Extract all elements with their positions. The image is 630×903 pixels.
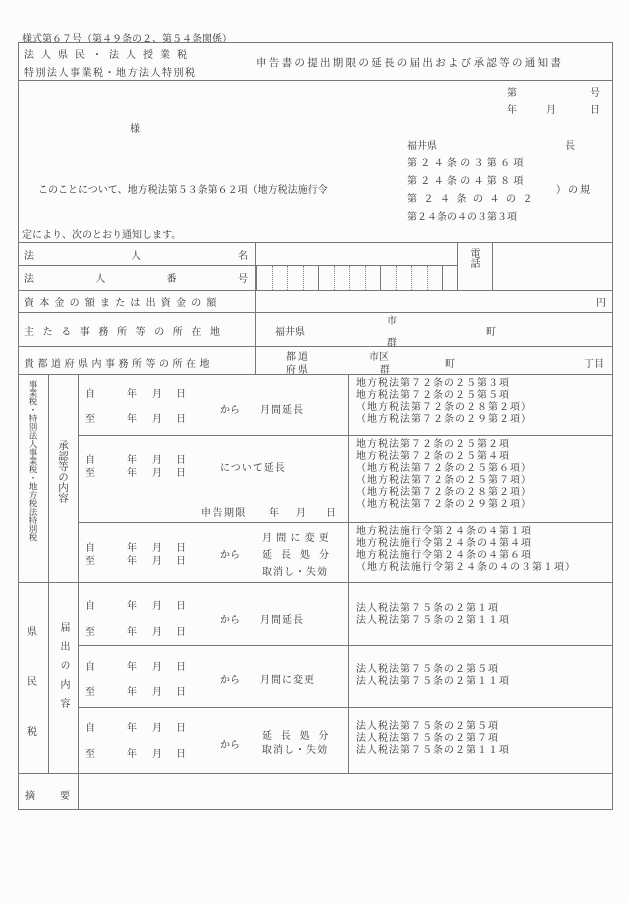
- corp-number-digit-box[interactable]: [272, 266, 273, 290]
- kenmin-r3-kara: から: [220, 740, 240, 751]
- notice-body-tail: ）の規: [556, 185, 592, 196]
- to-label: 至: [85, 687, 95, 698]
- summary-input[interactable]: [79, 774, 611, 808]
- law-reference: 地方税法施行令第２４条の４第４項: [356, 538, 532, 549]
- from-label: 自: [85, 601, 95, 612]
- form-number: 様式第６７号（第４９条の２、第５４条関係）: [22, 34, 232, 45]
- notice-month: 月: [546, 105, 556, 116]
- year-label: 年: [127, 543, 137, 554]
- jigyo-r1-action: 月間延長: [260, 405, 304, 416]
- year-label: 年: [127, 601, 137, 612]
- main-office-label: 主たる事務所等の所在地: [24, 327, 229, 338]
- capital-label: 資本金の額または出資金の額: [24, 298, 222, 309]
- year-label: 年: [127, 723, 137, 734]
- tax-type-line1: 法人県民・法人授業税: [24, 50, 194, 61]
- law-reference: 地方税法施行令第２４条の４第６項: [356, 550, 532, 561]
- month-label: 月: [152, 389, 162, 400]
- form-title: 申告書の提出期限の延長の届出および承認等の通知書: [256, 57, 564, 69]
- kenmin-r1-kara: から: [220, 615, 240, 626]
- pref-office-gun: 群: [380, 365, 390, 376]
- day-label: 日: [176, 749, 186, 760]
- jigyo-r3-kara: から: [220, 550, 240, 561]
- month-label: 月: [152, 556, 162, 567]
- to-label: 至: [85, 556, 95, 567]
- corp-name-label: 法 人 名: [24, 251, 248, 262]
- law-reference: 法人税法第７５条の２第５項: [356, 721, 499, 732]
- jigyo-r2-action: について延長: [220, 463, 286, 474]
- phone-label: 電話: [468, 248, 479, 268]
- main-office-machi: 町: [486, 327, 496, 338]
- law-reference: （地方税法施行令第２４条の４の３第１項）: [356, 562, 576, 573]
- pref-office-label: 貴都道府県内事務所等の所在地: [24, 359, 213, 370]
- jigyo-sub-label: 承認等の内容: [57, 440, 69, 503]
- day-label: 日: [176, 601, 186, 612]
- year-label: 年: [127, 414, 137, 425]
- year-label: 年: [127, 389, 137, 400]
- month-label: 月: [152, 749, 162, 760]
- summary-label-2: 要: [60, 791, 70, 802]
- law-reference: 法人税法第７５条の２第１１項: [356, 676, 510, 687]
- jigyo-r3-action: 月間に変更: [262, 533, 333, 544]
- day-label: 日: [176, 723, 186, 734]
- jigyo-r3-action: 取消し・失効: [262, 567, 328, 578]
- kenmin-r2-action: 月間に変更: [260, 675, 315, 686]
- pref-office-chome: 丁目: [584, 359, 604, 370]
- year-label: 年: [127, 749, 137, 760]
- from-label: 自: [85, 455, 95, 466]
- phone-input[interactable]: [493, 243, 611, 289]
- law-reference: （地方税法第７２条の２５第６項）: [356, 463, 532, 474]
- law-reference: 地方税法施行令第２４条の４第１項: [356, 526, 532, 537]
- law-reference: （地方税法第７２条の２８第２項）: [356, 402, 532, 413]
- law-reference: 地方税法第７２条の２５第３項: [356, 378, 510, 389]
- jigyo-r1-laws: [356, 378, 532, 426]
- kenmin-r3-action: 延長処分: [262, 731, 338, 742]
- issuer-prefecture: 福井県: [407, 141, 437, 152]
- day-label: 日: [176, 662, 186, 673]
- year-label: 年: [127, 662, 137, 673]
- article-item: 第２４条の４の２: [407, 194, 539, 205]
- jigyo-r1-kara: から: [220, 405, 240, 416]
- main-office-gun: 群: [387, 338, 397, 349]
- to-label: 至: [85, 414, 95, 425]
- day-label: 日: [176, 687, 186, 698]
- pref-office-machi: 町: [445, 359, 455, 370]
- month-label: 月: [152, 687, 162, 698]
- corp-number-digit-box[interactable]: [349, 266, 350, 290]
- from-label: 自: [85, 662, 95, 673]
- tax-type-line2: 特別法人事業税・地方法人特別税: [24, 68, 197, 79]
- law-reference: 法人税法第７５条の２第７項: [356, 733, 499, 744]
- yen-unit: 円: [596, 298, 606, 309]
- month-label: 月: [152, 601, 162, 612]
- notice-no-prefix: 第: [507, 88, 517, 99]
- from-label: 自: [85, 389, 95, 400]
- month-label: 月: [152, 414, 162, 425]
- corp-number-digit-box[interactable]: [256, 266, 257, 290]
- corp-number-digit-box[interactable]: [411, 266, 412, 290]
- year-label: 年: [127, 556, 137, 567]
- law-reference: （地方税法第７２条の２５第７項）: [356, 475, 532, 486]
- main-office-shi: 市: [387, 316, 397, 327]
- notice-year: 年: [507, 105, 517, 116]
- jigyo-r2-deadline-month: 月: [296, 508, 306, 519]
- law-reference: 法人税法第７５条の２第１項: [356, 603, 499, 614]
- law-reference: 法人税法第７５条の２第１１項: [356, 615, 510, 626]
- day-label: 日: [176, 455, 186, 466]
- month-label: 月: [152, 723, 162, 734]
- kenmin-side-label: 民: [27, 677, 37, 688]
- addressee-suffix: 様: [130, 124, 140, 135]
- jigyo-r2-deadline: 申告期限: [201, 508, 247, 519]
- corp-number-digit-box[interactable]: [303, 266, 304, 290]
- main-office-pref: 福井県: [275, 327, 305, 338]
- corp-number-digit-box[interactable]: [396, 266, 397, 290]
- article-item: 第２４条の４の３第３項: [407, 212, 517, 223]
- summary-label-1: 摘: [25, 791, 35, 802]
- month-label: 月: [152, 627, 162, 638]
- notice-no-suffix: 号: [590, 88, 600, 99]
- month-label: 月: [152, 455, 162, 466]
- day-label: 日: [176, 543, 186, 554]
- kenmin-r3-laws: [356, 721, 510, 757]
- month-label: 月: [152, 468, 162, 479]
- issuer-title: 長: [565, 141, 575, 152]
- corp-name-input[interactable]: [256, 243, 456, 264]
- corp-number-digit-box[interactable]: [318, 266, 319, 290]
- kenmin-r1-action: 月間延長: [260, 615, 304, 626]
- kenmin-r2-laws: [356, 664, 510, 688]
- year-label: 年: [127, 468, 137, 479]
- kenmin-r3-action: 取消し・失効: [262, 745, 328, 756]
- jigyo-r3-laws: [356, 526, 576, 574]
- day-label: 日: [176, 556, 186, 567]
- law-reference: 法人税法第７５条の２第５項: [356, 664, 499, 675]
- notice-body-cont: 定により、次のとおり通知します。: [22, 230, 182, 241]
- corp-number-digit-box[interactable]: [287, 266, 288, 290]
- year-label: 年: [127, 627, 137, 638]
- day-label: 日: [176, 627, 186, 638]
- to-label: 至: [85, 468, 95, 479]
- law-reference: 地方税法第７２条の２５第５項: [356, 390, 510, 401]
- jigyo-r2-deadline-day: 日: [326, 508, 336, 519]
- month-label: 月: [152, 662, 162, 673]
- article-item: 第２４条の４第８項: [407, 176, 527, 187]
- jigyo-r2-deadline-year: 年: [269, 508, 279, 519]
- kenmin-sub-label: 届出の内容: [58, 622, 69, 717]
- from-label: 自: [85, 723, 95, 734]
- article-item: 第２４条の３第６項: [407, 158, 527, 169]
- jigyo-side-label: 事業税・特別法人事業税・地方税法特別税: [27, 380, 37, 542]
- day-label: 日: [176, 389, 186, 400]
- pref-office-todo: 都道: [286, 352, 310, 363]
- day-label: 日: [176, 468, 186, 479]
- day-label: 日: [176, 414, 186, 425]
- notice-day: 日: [590, 105, 600, 116]
- notice-body-lead: このことについて、地方税法第５３条第６２項（地方税法施行令: [38, 185, 328, 196]
- corp-number-digit-box[interactable]: [365, 266, 366, 290]
- pref-office-fuken: 府県: [286, 365, 310, 376]
- law-reference: 地方税法第７２条の２５第４項: [356, 451, 510, 462]
- jigyo-r3-action: 延長処分: [262, 550, 338, 561]
- kenmin-r2-kara: から: [220, 675, 240, 686]
- from-label: 自: [85, 543, 95, 554]
- kenmin-side-label: 税: [27, 727, 37, 738]
- kenmin-r1-laws: [356, 603, 510, 627]
- corp-number-digit-box[interactable]: [334, 266, 335, 290]
- kenmin-side-label: 県: [27, 627, 37, 638]
- jigyo-r2-laws: [356, 439, 532, 511]
- law-reference: 地方税法第７２条の２５第２項: [356, 439, 510, 450]
- law-reference: （地方税法第７２条の２８第２項）: [356, 487, 532, 498]
- law-reference: （地方税法第７２条の２９第２項）: [356, 414, 532, 425]
- pref-office-shiku: 市区: [369, 352, 389, 363]
- to-label: 至: [85, 749, 95, 760]
- year-label: 年: [127, 687, 137, 698]
- law-reference: 法人税法第７５条の２第１１項: [356, 745, 510, 756]
- to-label: 至: [85, 627, 95, 638]
- corp-number-digit-box[interactable]: [380, 266, 381, 290]
- law-reference: （地方税法第７２条の２９第２項）: [356, 499, 532, 510]
- month-label: 月: [152, 543, 162, 554]
- corp-number-digit-box[interactable]: [427, 266, 428, 290]
- corp-number-label: 法 人 番 号: [24, 274, 248, 285]
- year-label: 年: [127, 455, 137, 466]
- corp-number-digit-box[interactable]: [442, 266, 443, 290]
